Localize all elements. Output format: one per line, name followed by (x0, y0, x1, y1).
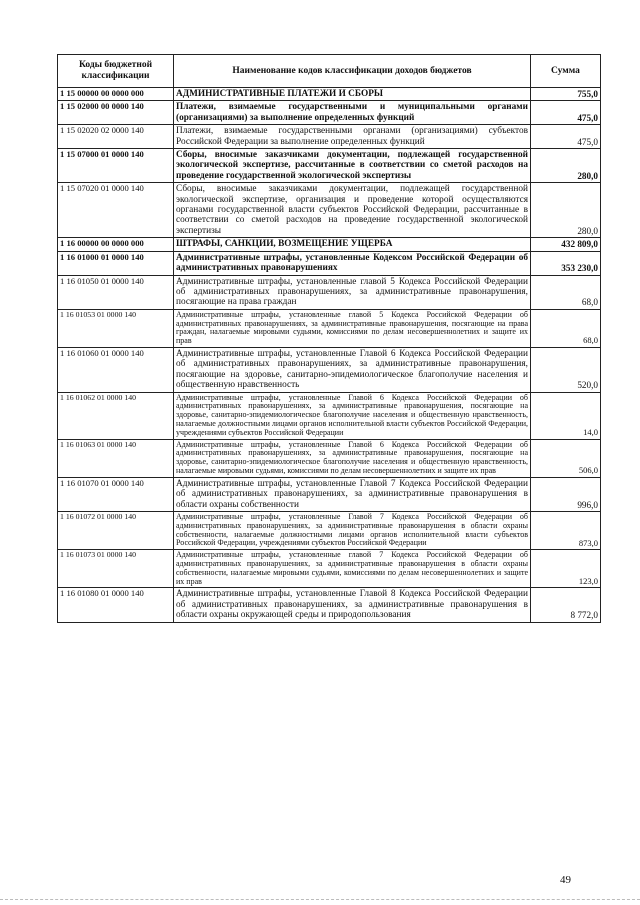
code-cell: 1 15 07020 01 0000 140 (58, 183, 174, 238)
code-cell: 1 16 01070 01 0000 140 (58, 477, 174, 511)
budget-classification-table (57, 54, 601, 623)
header-name: Наименование кодов классификации доходов бюджетов (174, 55, 531, 88)
name-cell: Сборы, вносимые заказчиками документации, подлежащей государственной экологической экспертизе, организация и проведение которой осуществляются органами государственной власти субъектов Российской Федерации, рассчитанные в соответствии со сметой расходов на проведение государственной экологической экспертизы (174, 183, 531, 238)
code-cell: 1 15 00000 00 0000 000 (58, 88, 174, 101)
name-cell: АДМИНИСТРАТИВНЫЕ ПЛАТЕЖИ И СБОРЫ (174, 88, 531, 101)
name-cell: Административные штрафы, установленные главой 5 Кодекса Российской Федерации об административных правонарушениях, за административные правонарушения, посягающие на права граждан, налагаемые мировыми судьями, комиссиями по делам несовершеннолетних и защите их прав (174, 309, 531, 347)
code-cell: 1 15 07000 01 0000 140 (58, 149, 174, 183)
name-cell: Административные штрафы, установленные Главой 6 Кодекса Российской Федерации об административных правонарушениях, за административные правонарушения, посягающие на здоровье, санитарно-эпидемиологическое благополучие населения и общественную нравственность, налагаемые мировыми судьями, комиссиями по делам несовершеннолетних и защите их прав (174, 439, 531, 477)
sum-cell: 873,0 (531, 511, 601, 549)
code-cell: 1 16 01062 01 0000 140 (58, 392, 174, 439)
sum-cell: 353 230,0 (531, 251, 601, 275)
code-cell: 1 16 01080 01 0000 140 (58, 588, 174, 622)
table-row (58, 183, 601, 238)
code-cell: 1 16 01072 01 0000 140 (58, 511, 174, 549)
sum-cell: 123,0 (531, 550, 601, 588)
table-body (58, 88, 601, 623)
code-cell: 1 16 01053 01 0000 140 (58, 309, 174, 347)
table-row (58, 88, 601, 101)
table-row (58, 275, 601, 309)
header-sum: Сумма (531, 55, 601, 88)
table-row (58, 251, 601, 275)
name-cell: Административные штрафы, установленные Главой 7 Кодекса Российской Федерации об административных правонарушениях, за административные правонарушения в области охраны собственности (174, 477, 531, 511)
code-cell: 1 16 00000 00 0000 000 (58, 238, 174, 251)
sum-cell: 475,0 (531, 125, 601, 149)
sum-cell: 8 772,0 (531, 588, 601, 622)
code-cell: 1 16 01000 01 0000 140 (58, 251, 174, 275)
name-cell: Административные штрафы, установленные главой 7 Кодекса Российской Федерации об административных правонарушениях, за административные правонарушения в области охраны собственности, налагаемые мировыми судьями, комиссиями по делам несовершеннолетних и защите их прав (174, 550, 531, 588)
name-cell: Административные штрафы, установленные Кодексом Российской Федерации об административных правонарушениях (174, 251, 531, 275)
code-cell: 1 16 01063 01 0000 140 (58, 439, 174, 477)
code-cell: 1 16 01060 01 0000 140 (58, 347, 174, 392)
code-cell: 1 15 02020 02 0000 140 (58, 125, 174, 149)
table-row (58, 347, 601, 392)
table-header-row (58, 55, 601, 88)
name-cell: Административные штрафы, установленные Главой 8 Кодекса Российской Федерации об административных правонарушениях, за административные правонарушения в области охраны окружающей среды и природопользования (174, 588, 531, 622)
sum-cell: 755,0 (531, 88, 601, 101)
name-cell: ШТРАФЫ, САНКЦИИ, ВОЗМЕЩЕНИЕ УЩЕРБА (174, 238, 531, 251)
sum-cell: 280,0 (531, 183, 601, 238)
table-row (58, 439, 601, 477)
code-cell: 1 15 02000 00 0000 140 (58, 101, 174, 125)
budget-table-container (57, 54, 600, 623)
sum-cell: 14,0 (531, 392, 601, 439)
name-cell: Платежи, взимаемые государственными органами (организациями) субъектов Российской Федерации за выполнение определенных функций (174, 125, 531, 149)
footer-divider (0, 899, 640, 900)
table-row (58, 511, 601, 549)
table-row (58, 309, 601, 347)
name-cell: Административные штрафы, установленные Главой 6 Кодекса Российской Федерации об административных правонарушениях, за административные правонарушения, посягающие на здоровье, санитарно-эпидемиологическое благополучие населения и общественную нравственность (174, 347, 531, 392)
sum-cell: 68,0 (531, 309, 601, 347)
table-row (58, 125, 601, 149)
page-number: 49 (560, 874, 571, 886)
sum-cell: 506,0 (531, 439, 601, 477)
table-row (58, 149, 601, 183)
sum-cell: 280,0 (531, 149, 601, 183)
table-row (58, 550, 601, 588)
table-row (58, 238, 601, 251)
code-cell: 1 16 01073 01 0000 140 (58, 550, 174, 588)
sum-cell: 68,0 (531, 275, 601, 309)
table-row (58, 101, 601, 125)
sum-cell: 996,0 (531, 477, 601, 511)
table-row (58, 588, 601, 622)
header-code: Коды бюджетной классификации (58, 55, 174, 88)
name-cell: Административные штрафы, установленные главой 5 Кодекса Российской Федерации об административных правонарушениях, за административные правонарушения, посягающие на права граждан (174, 275, 531, 309)
name-cell: Сборы, вносимые заказчиками документации, подлежащей государственной экологической экспертизе, рассчитанные в соответствии со сметой расходов на проведение государственной экологической экспертизы (174, 149, 531, 183)
table-row (58, 392, 601, 439)
sum-cell: 520,0 (531, 347, 601, 392)
name-cell: Платежи, взимаемые государственными и муниципальными органами (организациями) за выполнение определенных функций (174, 101, 531, 125)
name-cell: Административные штрафы, установленные Главой 7 Кодекса Российской Федерации об административных правонарушениях, за административные правонарушения в области охраны собственности, налагаемые должностными лицами органов исполнительной власти субъектов Российской Федерации, учреждениями субъектов Российской Федерации (174, 511, 531, 549)
sum-cell: 475,0 (531, 101, 601, 125)
table-row (58, 477, 601, 511)
name-cell: Административные штрафы, установленные Главой 6 Кодекса Российской Федерации об административных правонарушениях, за административные правонарушения, посягающие на здоровье, санитарно-эпидемиологическое благополучие населения и общественную нравственность, налагаемые должностными лицами органов исполнительной власти субъектов Российской Федерации, учреждениями субъектов Российской Федерации (174, 392, 531, 439)
code-cell: 1 16 01050 01 0000 140 (58, 275, 174, 309)
sum-cell: 432 809,0 (531, 238, 601, 251)
